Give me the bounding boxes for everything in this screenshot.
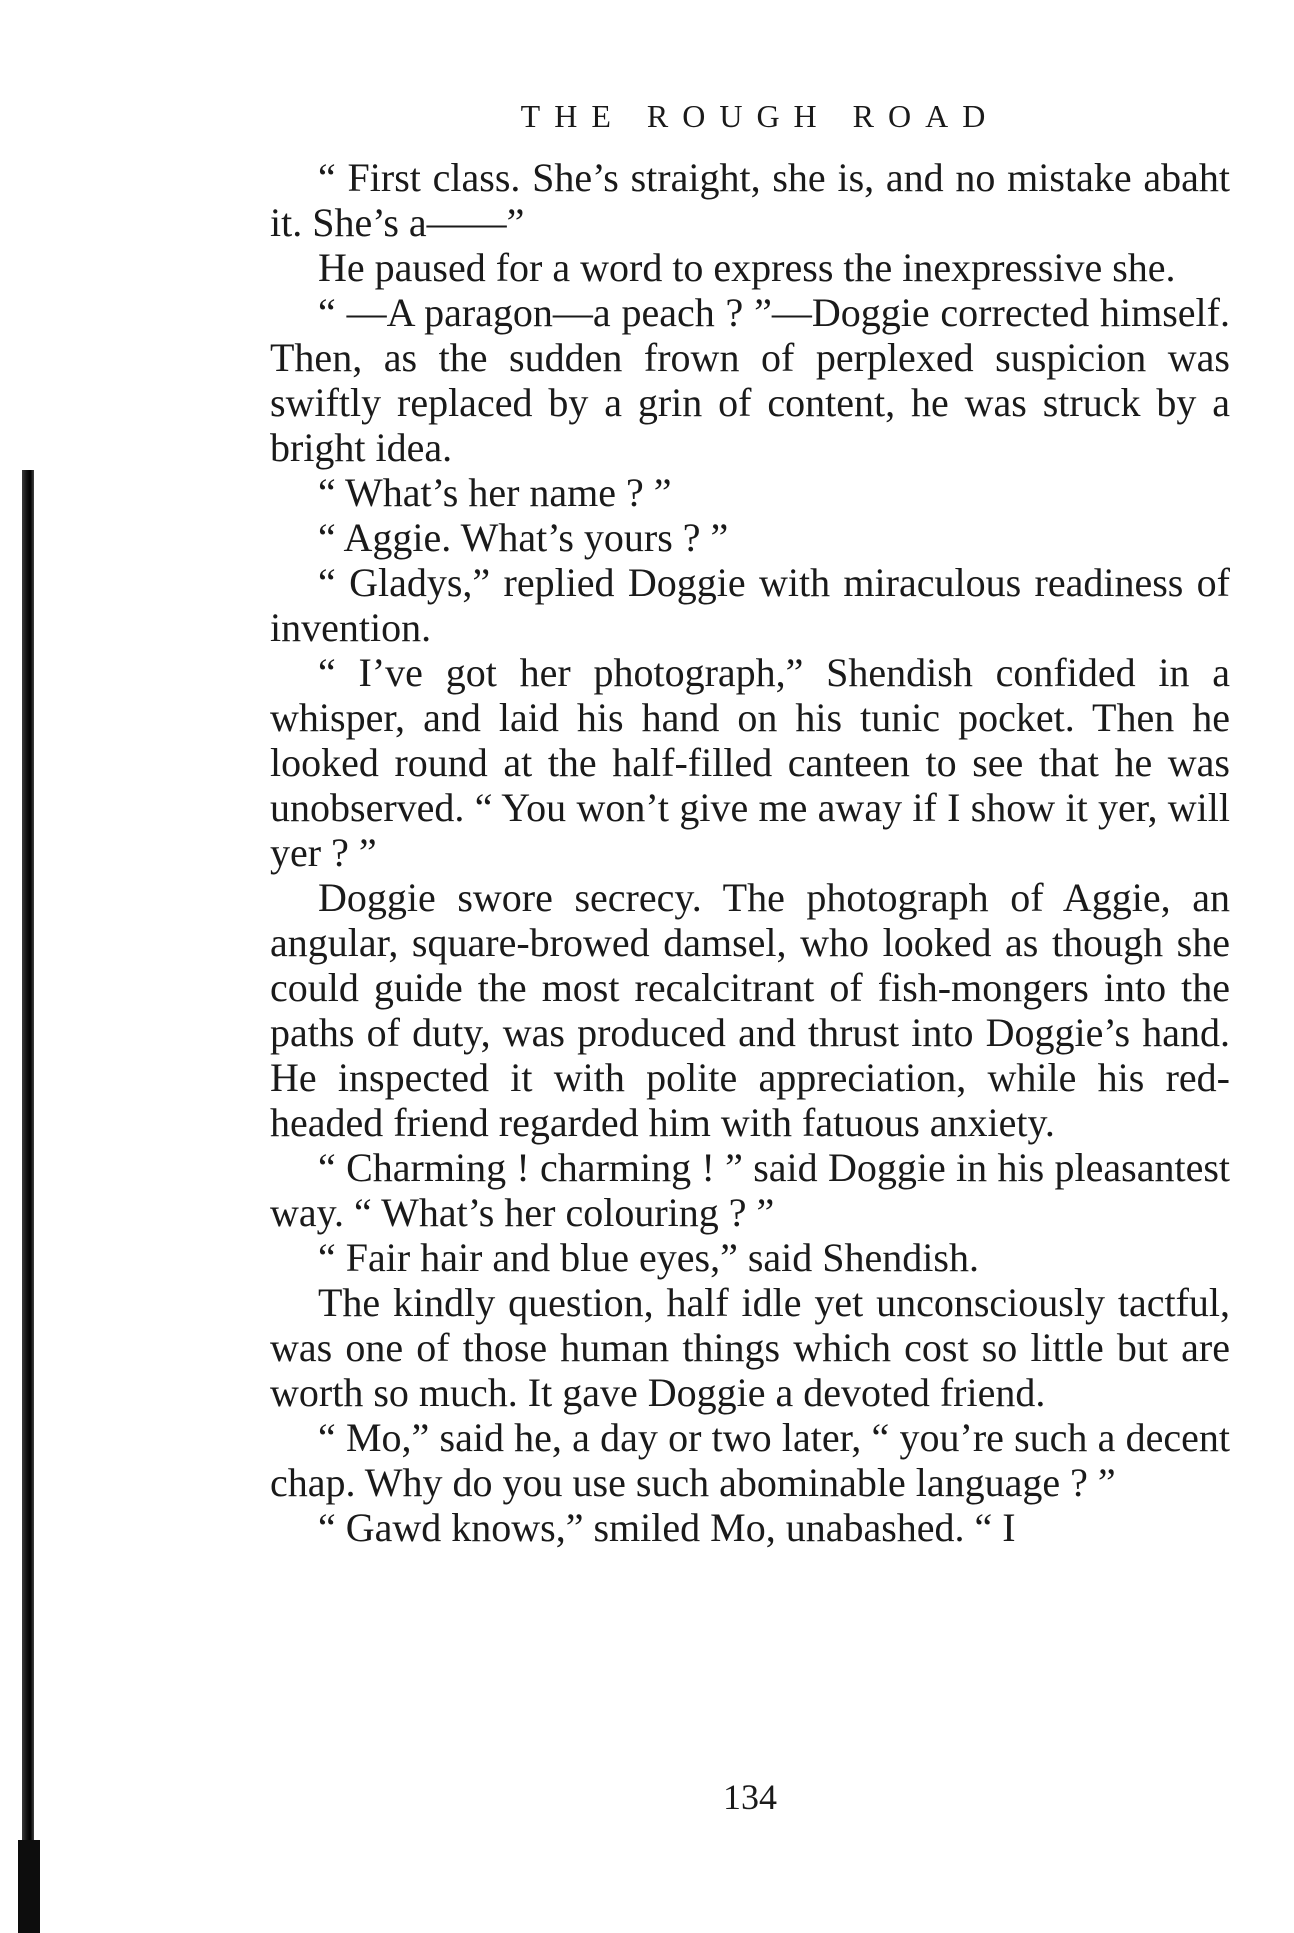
scan-edge-shadow-bottom [18, 1840, 40, 1933]
running-head: THE ROUGH ROAD [520, 98, 1000, 134]
paragraph: The kindly question, half idle yet unconsciously tactful, was one of those human things which cost so little but are worth so much. It gave Doggie a devoted friend. [270, 1280, 1230, 1415]
paragraph: “ Gladys,” replied Doggie with miraculous readiness of invention. [270, 560, 1230, 650]
paragraph: “ I’ve got her photograph,” Shendish confided in a whisper, and laid his hand on his tunic pocket. Then he looked round at the half-filled canteen to see that he was unobserved. “ You won’t give me away if I show it yer, will yer ? ” [270, 650, 1230, 875]
page-number: 134 [723, 1777, 777, 1817]
paragraph: “ What’s her name ? ” [318, 470, 672, 515]
paragraph: Doggie swore secrecy. The photograph of Aggie, an angular, square-browed damsel, who looked as though she could guide the most recalcitrant of fish-mongers into the paths of duty, was produced and thrust into Doggie’s hand. He inspected it with polite appreciation, while his red-headed friend regarded him with fatuous anxiety. [270, 875, 1230, 1145]
paragraph: “ Fair hair and blue eyes,” said Shendish. [318, 1235, 979, 1280]
paragraph: “ Mo,” said he, a day or two later, “ you’re such a decent chap. Why do you use such abominable language ? ” [270, 1415, 1230, 1505]
scan-edge-shadow [22, 470, 34, 1933]
paragraph: “ Aggie. What’s yours ? ” [318, 515, 729, 560]
paragraph: “ Charming ! charming ! ” said Doggie in his pleasantest way. “ What’s her colouring ? ” [270, 1145, 1230, 1235]
paragraph: He paused for a word to express the inexpressive she. [318, 245, 1176, 290]
paragraph: “ First class. She’s straight, she is, and no mistake abaht it. She’s a——” [270, 155, 1230, 245]
body-text [270, 155, 1230, 1550]
book-page [270, 90, 1230, 1550]
paragraph: “ Gawd knows,” smiled Mo, unabashed. “ I [318, 1505, 1016, 1550]
paragraph: “ —A paragon—a peach ? ”—Doggie corrected himself. Then, as the sudden frown of perplexed suspicion was swiftly replaced by a grin of content, he was struck by a bright idea. [270, 290, 1230, 470]
